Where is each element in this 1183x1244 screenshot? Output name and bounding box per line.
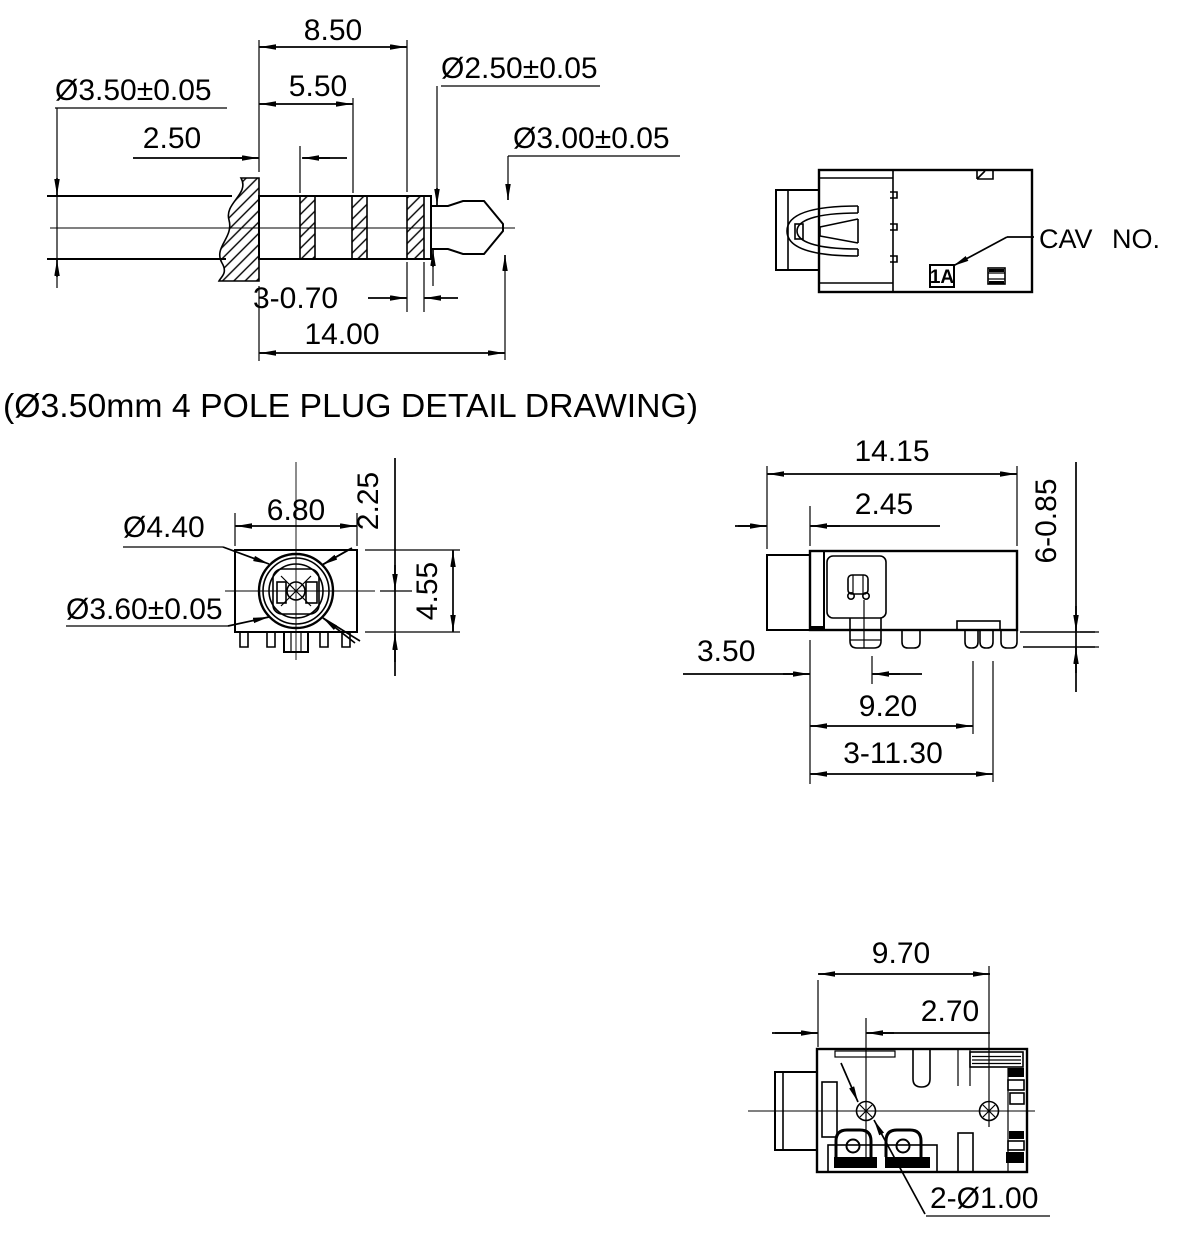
dim-bottom-locating-holes: 2-Ø1.00 — [930, 1182, 1039, 1215]
dim-plug-diameter: Ø3.50±0.05 — [55, 74, 212, 107]
top-inner-walls — [819, 170, 893, 292]
cavity-callout-text: CAV NO. — [1039, 224, 1161, 254]
dim-side-terminal-pitch: 9.20 — [858, 690, 918, 723]
dim-side-terminals: 6-0.85 — [1030, 478, 1063, 564]
dim-front-body-height: 4.55 — [411, 561, 444, 621]
top-notch — [977, 170, 993, 179]
bottom-top-slot — [835, 1051, 895, 1057]
plug-shaft-lines — [47, 196, 232, 259]
dim-plug-shank-length: 8.50 — [303, 14, 363, 47]
dim-plug-insulator-bands: 3-0.70 — [253, 282, 339, 315]
plug-tip — [431, 201, 503, 254]
bottom-grate — [970, 1052, 1023, 1067]
cavity-callout-leader — [953, 237, 1034, 266]
dim-side-first-terminal-offset: 3.50 — [697, 635, 756, 668]
dim-plug-ring-diameter: Ø2.50±0.05 — [441, 52, 598, 85]
bottom-left-pocket — [822, 1082, 837, 1137]
plug-barrel — [259, 196, 431, 259]
bottom-solder-pads — [828, 1130, 973, 1172]
dim-plug-sleeve-length: 5.50 — [288, 70, 348, 103]
front-contact-right — [306, 582, 317, 603]
top-latch — [787, 206, 858, 256]
dim-front-body-width: 6.80 — [266, 494, 326, 527]
top-small-component — [988, 268, 1005, 284]
dim-front-bore-diameter: Ø3.60±0.05 — [66, 593, 223, 626]
plug-insulator-band-3 — [407, 196, 424, 259]
top-body — [819, 170, 1032, 292]
plug-detail-view — [3, 14, 698, 424]
front-pins — [240, 632, 350, 652]
plug-outline — [47, 178, 515, 281]
drawing-title: (Ø3.50mm 4 POLE PLUG DETAIL DRAWING) — [3, 387, 698, 424]
bottom-u-slot — [913, 1049, 930, 1087]
side-bushing — [767, 555, 810, 630]
plug-insulator-band-2 — [352, 196, 367, 259]
dim-bottom-hole-spacing: 9.70 — [871, 937, 931, 970]
jack-side-view — [683, 435, 1099, 784]
jack-front-view — [66, 458, 460, 676]
plug-insulator-band-1 — [300, 196, 315, 259]
cavity-marking-text: 1A — [929, 267, 955, 288]
dim-plug-overall-length: 14.00 — [304, 318, 380, 351]
jack-bottom-view — [748, 937, 1050, 1216]
side-lock-detail — [848, 575, 869, 599]
dim-front-boss-diameter: Ø4.40 — [123, 511, 205, 544]
jack-top-view — [776, 170, 1160, 292]
dim-plug-tip-diameter: Ø3.00±0.05 — [513, 122, 670, 155]
dim-side-overall-length: 14.15 — [854, 435, 930, 468]
dim-bottom-hole-offset: 2.70 — [920, 995, 980, 1028]
bottom-channel — [958, 1049, 970, 1086]
plug-break-flange — [219, 178, 259, 281]
dim-plug-front-length: 2.50 — [142, 122, 202, 155]
front-contact-left — [277, 582, 286, 603]
dim-side-bushing-length: 2.45 — [854, 488, 914, 521]
dim-side-terminal-span: 3-11.30 — [843, 737, 943, 770]
side-face-plate — [810, 551, 824, 630]
side-shield-panel — [827, 556, 886, 618]
bottom-right-contact-strip — [1006, 1068, 1024, 1172]
dim-front-center-to-bottom: 2.25 — [352, 471, 385, 531]
